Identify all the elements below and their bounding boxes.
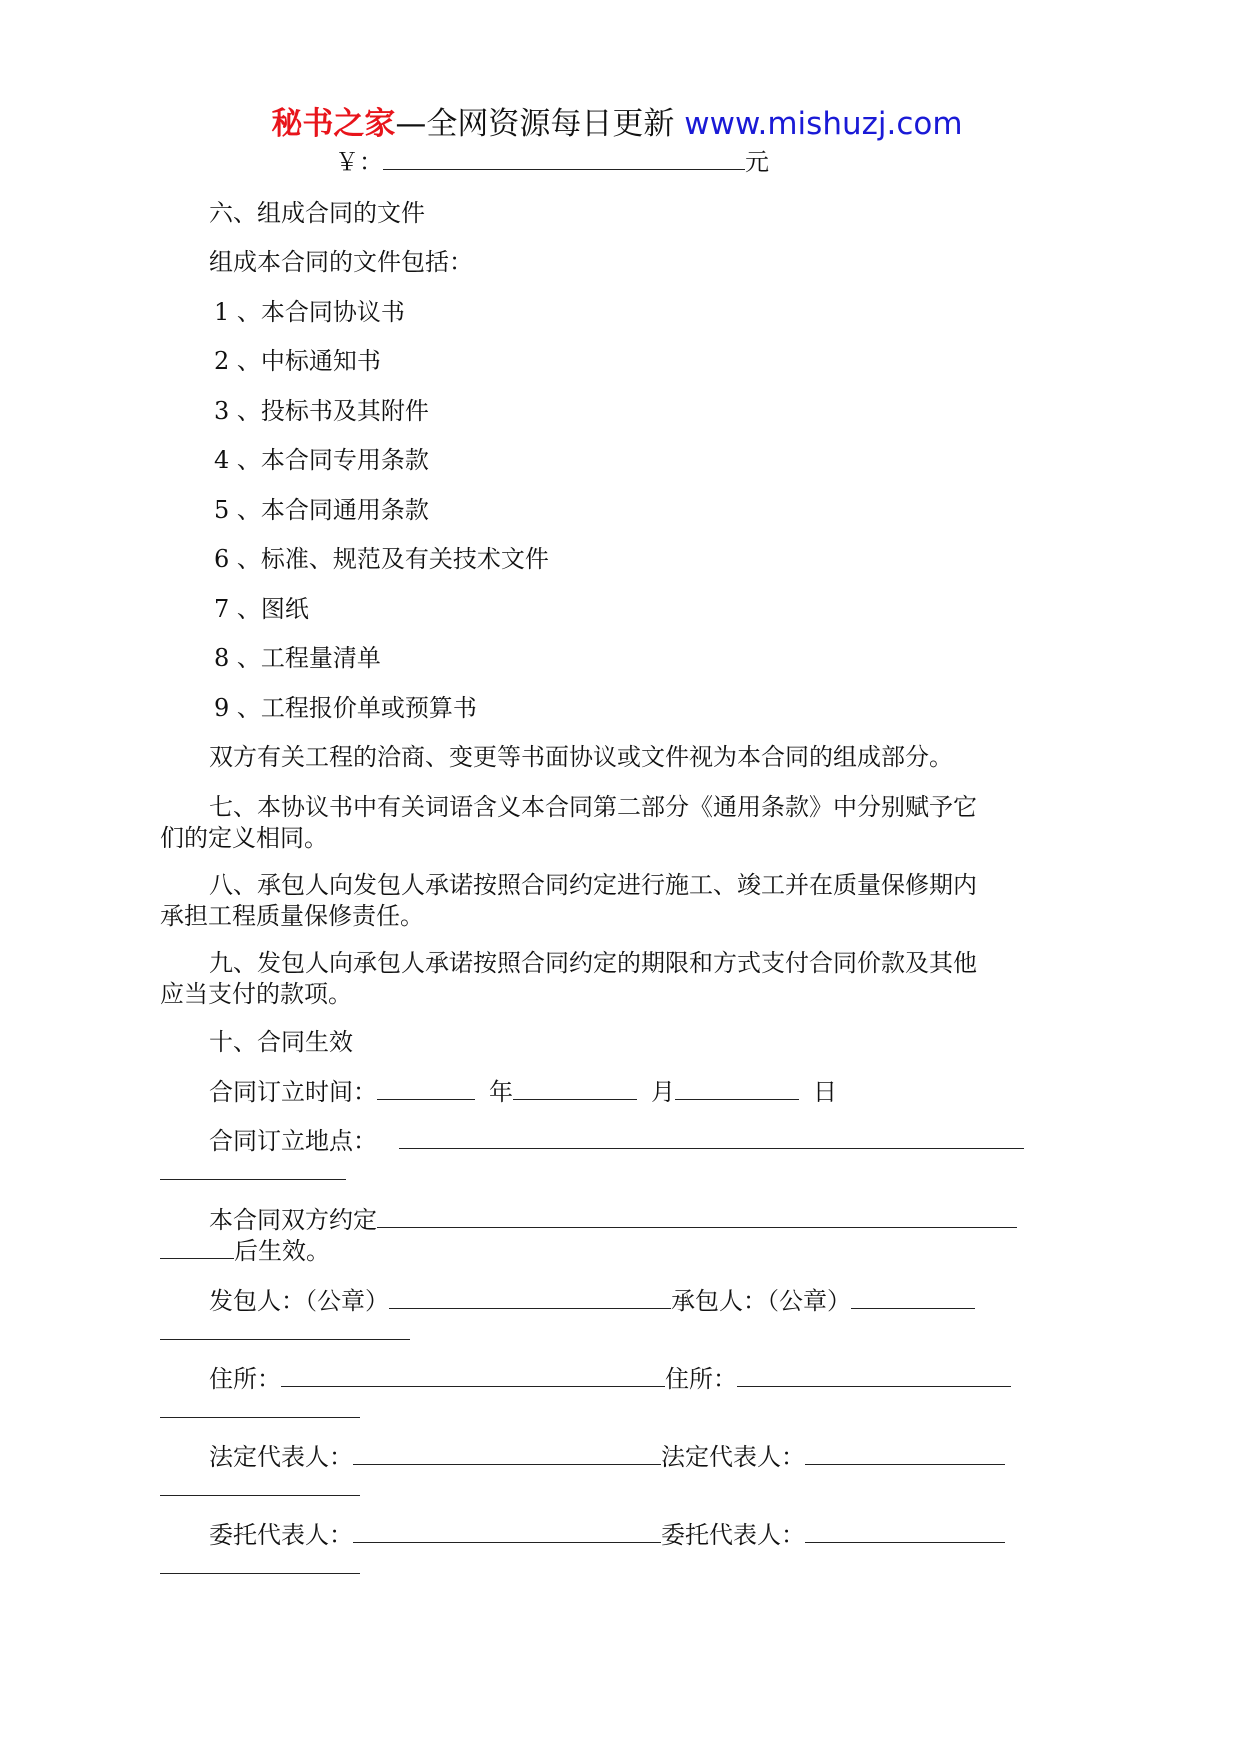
sec8-line1: 八、承包人向发包人承诺按照合同约定进行施工、竣工并在质量保修期内 bbox=[209, 871, 977, 899]
contractor-legal-rep-blank-cont[interactable] bbox=[160, 1473, 360, 1496]
contractor-agent-blank-cont[interactable] bbox=[160, 1551, 360, 1574]
contractor-address-blank-cont[interactable] bbox=[160, 1395, 360, 1418]
doc-item-4: 4 、本合同专用条款 bbox=[214, 446, 429, 474]
signing-time-label: 合同订立时间： bbox=[209, 1078, 377, 1106]
doc-item-6: 6 、标准、规范及有关技术文件 bbox=[214, 545, 549, 573]
day-blank[interactable] bbox=[675, 1077, 799, 1100]
sec10-title: 十、合同生效 bbox=[209, 1028, 353, 1056]
employer-agent-blank[interactable] bbox=[353, 1520, 661, 1543]
doc-item-3: 3 、投标书及其附件 bbox=[214, 397, 429, 425]
banner-slogan: —全网资源每日更新 bbox=[395, 106, 685, 142]
banner-url[interactable]: www.mishuzj.com bbox=[684, 106, 963, 142]
contractor-label: 承包人：（公章） bbox=[671, 1287, 851, 1315]
legal-rep-line bbox=[209, 1441, 1005, 1473]
place-blank-cont[interactable] bbox=[160, 1157, 346, 1180]
site-banner bbox=[0, 104, 1234, 144]
signing-place-line bbox=[209, 1125, 1024, 1157]
doc-item-5: 5 、本合同通用条款 bbox=[214, 496, 429, 524]
contractor-agent-blank[interactable] bbox=[805, 1520, 1005, 1543]
agreement-blank-cont[interactable] bbox=[160, 1236, 234, 1259]
employer-agent-label: 委托代表人： bbox=[209, 1521, 353, 1549]
month-label: 月 bbox=[651, 1078, 675, 1106]
contractor-blank[interactable] bbox=[851, 1286, 975, 1309]
amount-blank[interactable] bbox=[383, 147, 745, 170]
doc-item-8: 8 、工程量清单 bbox=[214, 644, 381, 672]
effective-label: 后生效。 bbox=[234, 1237, 330, 1265]
agreement-label: 本合同双方约定 bbox=[209, 1206, 377, 1234]
agent-line2 bbox=[160, 1550, 360, 1582]
signing-place-line2 bbox=[160, 1156, 346, 1188]
contractor-blank-cont[interactable] bbox=[160, 1317, 410, 1340]
legal-rep-line2 bbox=[160, 1472, 360, 1504]
agreement-line2 bbox=[160, 1235, 330, 1267]
contractor-address-label: 住所： bbox=[665, 1365, 737, 1393]
sec7-line2: 们的定义相同。 bbox=[160, 824, 328, 852]
day-label: 日 bbox=[813, 1078, 837, 1106]
sec9-line1: 九、发包人向承包人承诺按照合同约定的期限和方式支付合同价款及其他 bbox=[209, 949, 977, 977]
year-blank[interactable] bbox=[377, 1077, 475, 1100]
address-line bbox=[209, 1363, 1011, 1395]
agreement-blank[interactable] bbox=[377, 1205, 1017, 1228]
banner-brand: 秘书之家 bbox=[271, 106, 396, 142]
place-blank[interactable] bbox=[399, 1126, 1024, 1149]
employer-line2 bbox=[160, 1316, 410, 1348]
year-label: 年 bbox=[489, 1078, 513, 1106]
employer-address-blank[interactable] bbox=[281, 1364, 665, 1387]
sec9-line2: 应当支付的款项。 bbox=[160, 980, 352, 1008]
month-blank[interactable] bbox=[513, 1077, 637, 1100]
employer-address-label: 住所： bbox=[209, 1365, 281, 1393]
amount-suffix: 元 bbox=[745, 148, 769, 176]
contractor-agent-label: 委托代表人： bbox=[661, 1521, 805, 1549]
sec6-intro: 组成本合同的文件包括： bbox=[209, 248, 473, 276]
agent-line bbox=[209, 1519, 1005, 1551]
employer-label: 发包人：（公章） bbox=[209, 1287, 389, 1315]
doc-item-2: 2 、中标通知书 bbox=[214, 347, 381, 375]
sec7-line1: 七、本协议书中有关词语含义本合同第二部分《通用条款》中分别赋予它 bbox=[209, 793, 977, 821]
contractor-legal-rep-blank[interactable] bbox=[805, 1442, 1005, 1465]
amount-prefix: ￥： bbox=[335, 148, 383, 176]
doc-item-7: 7 、图纸 bbox=[214, 595, 309, 623]
sec6-title: 六、组成合同的文件 bbox=[209, 199, 425, 227]
agreement-line bbox=[209, 1204, 1017, 1236]
amount-line bbox=[335, 146, 769, 178]
sec6-note: 双方有关工程的洽商、变更等书面协议或文件视为本合同的组成部分。 bbox=[209, 743, 953, 771]
employer-line bbox=[209, 1285, 975, 1317]
employer-blank[interactable] bbox=[389, 1286, 671, 1309]
doc-item-9: 9 、工程报价单或预算书 bbox=[214, 694, 477, 722]
contractor-legal-rep-label: 法定代表人： bbox=[661, 1443, 805, 1471]
signing-time-line bbox=[209, 1076, 837, 1108]
address-line2 bbox=[160, 1394, 360, 1426]
employer-legal-rep-label: 法定代表人： bbox=[209, 1443, 353, 1471]
sec8-line2: 承担工程质量保修责任。 bbox=[160, 902, 424, 930]
contractor-address-blank[interactable] bbox=[737, 1364, 1011, 1387]
signing-place-label: 合同订立地点： bbox=[209, 1127, 377, 1155]
employer-legal-rep-blank[interactable] bbox=[353, 1442, 661, 1465]
doc-item-1: 1 、本合同协议书 bbox=[214, 298, 405, 326]
